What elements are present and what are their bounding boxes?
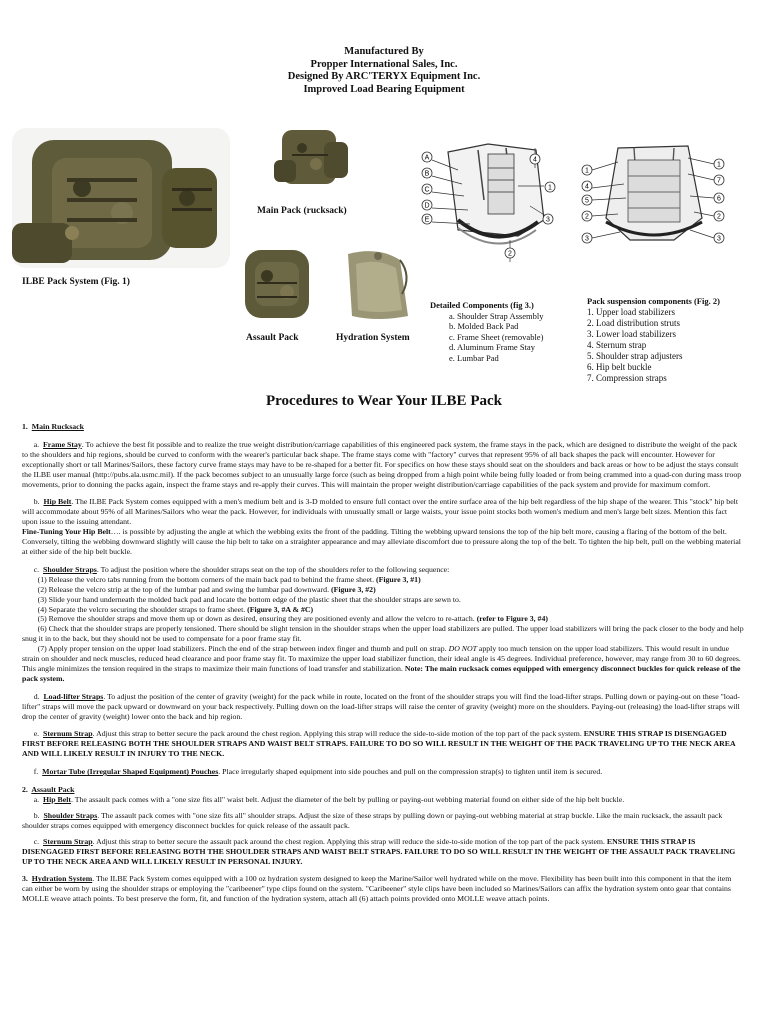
suspension-components-title: Pack suspension components (Fig. 2): [587, 296, 720, 306]
item-title: Load-lifter Straps: [43, 691, 104, 701]
header-line-3: Designed By ARC'TERYX Equipment Inc.: [287, 71, 481, 82]
fig3-diagram: [418, 140, 568, 270]
suspension-component-item: 3. Lower load stabilizers: [587, 329, 676, 339]
figure-ref: (Figure 3, #2): [330, 584, 376, 594]
item-text: . The ILBE Pack System comes equipped with a men's medium belt and is 3-D molded to ensure full contact over the entire surface area of the hip belt regardless of the hip shape of the wearer. This "stock" hip belt will accommodate about 95% of all Marines/Sailors who wear the pack. However, for individuals with unusually small or large waists, your issue point stocks both women's medium and men's large belt sizes. Mention this fact upon issue to the issuing attendant.: [22, 497, 738, 527]
assault-pack-caption: Assault Pack: [246, 333, 299, 343]
detailed-components-title: Detailed Components (fig 3.): [430, 300, 534, 310]
fig2-left-label-2: 2: [585, 213, 589, 221]
note: Note: The main rucksack comes equipped with emergency disconnect buckles for quick release of the pack system.: [22, 663, 741, 683]
item-letter: b.: [33, 497, 40, 507]
fig3-label-a: A: [424, 154, 430, 162]
step-text: (4) Separate the velcro securing the shoulder straps to frame sheet.: [37, 604, 248, 614]
item-text: …. is possible by adjusting the angle at which the webbing exits the front of the padding. Tilting the webbing upward tensions the top of the hip belt more, causing a flaring of the bottom of the belt. Conversely, tilting the webbing downward slightly will cause the hip belt to take on a straighter appearance and may alleviate discomfort due to pressure along the top of the belt. To tighten the hip belt, pull on the webbing material at either side of the hip belt buckle.: [22, 527, 741, 556]
fig3-number-1: 1: [548, 184, 552, 192]
item-letter: c.: [33, 564, 40, 574]
section-number: 3.: [22, 874, 28, 884]
fig2-right-label-2: 2: [717, 213, 721, 221]
suspension-component-item: 1. Upper load stabilizers: [587, 307, 675, 317]
item-text: . Adjust this strap to better secure the assault pack around the chest region. Applying this strap will reduce the side-to-side motion of the top part of the pack system.: [92, 836, 607, 846]
suspension-components-list: [587, 296, 720, 384]
suspension-component-item: 2. Load distribution struts: [587, 318, 680, 328]
suspension-component-item: 7. Compression straps: [587, 373, 667, 383]
paragraph-fine-tuning: [22, 527, 744, 557]
paragraph-hip-belt: [22, 497, 744, 527]
paragraph-assault-hip-belt: [22, 795, 744, 805]
main-pack-caption: Main Pack (rucksack): [257, 206, 347, 216]
fig1-caption: ILBE Pack System (Fig. 1): [22, 277, 130, 287]
detailed-component-item: c. Frame Sheet (removable): [449, 331, 544, 342]
item-text: . The assault pack comes with a "one size fits all" waist belt. Adjust the diameter of the belt by pulling or paying-out webbing material found on either side of the hip belt buckle.: [70, 795, 625, 804]
figure-ref: (refer to Figure 3, #4): [476, 614, 548, 624]
step-text: (1) Release the velcro tabs running from the bottom corners of the main back pad to behind the frame sheet.: [37, 574, 376, 584]
step-5: [22, 614, 744, 624]
emphasis: DO NOT: [448, 644, 477, 654]
item-letter: a.: [33, 439, 40, 449]
step-text: (3) Slide your hand underneath the molded back pad and locate the bottom edge of the plastic sheet that the shoulder straps are sewn to.: [37, 594, 461, 604]
item-title: Mortar Tube (Irregular Shaped Equipment) Pouches: [42, 767, 219, 777]
fig2-right-label-7: 7: [717, 177, 721, 185]
fig3-label-d: D: [424, 202, 430, 210]
step-text: (6) Check that the shoulder straps are properly tensioned. There should be slight tension in the shoulder straps when the upper load stabilizers are pulled. The upper load stabilizers will bring the pack closer to the body and help snug it in to the back, but they should not be used to compensate for a poor frame stay fit.: [22, 624, 744, 644]
fig2-left-label-1: 1: [585, 167, 589, 175]
figure-ref: (Figure 3, #1): [376, 574, 421, 584]
item-text: . Place irregularly shaped equipment into side pouches and pull on the compression strap(s) to tighten until item is secured.: [218, 767, 603, 777]
fig3-number-3: 3: [546, 216, 550, 224]
page-title: Procedures to Wear Your ILBE Pack: [266, 393, 502, 409]
step-text: (7) Apply proper tension on the upper load stabilizers. Pinch the end of the strap between index finger and thumb and pull on strap.: [37, 644, 449, 654]
item-title: Fine-Tuning Your Hip Belt: [22, 527, 111, 537]
item-letter: a.: [33, 795, 40, 804]
fig2-diagram: [578, 140, 730, 252]
item-title: Hip Belt: [43, 497, 72, 507]
fig2-left-label-4: 4: [585, 183, 589, 191]
item-letter: d.: [33, 691, 40, 701]
item-text: . The assault pack comes with "one size fits all" shoulder straps. Adjust the size of these straps by pulling down or paying-out webbing material at strap buckle. Like the main rucksack, the assault pack shoulder straps comes equipped with emergency disconnect buckles for quick release of the assault pack.: [22, 810, 723, 830]
ilbe-pack-system-photo: [12, 128, 230, 268]
item-title: Shoulder Straps: [43, 810, 98, 820]
warning: ENSURE THIS STRAP IS DISENGAGED FIRST BEFORE RELEASING BOTH THE SHOULDER STRAPS AND WAIST BELT STRAPS. FAILURE TO DO SO WILL RESULT IN THE WEIGHT OF THE ASSAULT PACK TRAVELING UP TO THE NECK AREA AND WILL LIKELY RESULT IN PERSONAL INJURY.: [22, 836, 736, 866]
step-3: [22, 595, 744, 605]
detailed-components-list: [430, 300, 543, 363]
paragraph-mortar-tube: [22, 767, 744, 777]
fig2-left-label-5: 5: [585, 197, 589, 205]
detailed-component-item: e. Lumbar Pad: [449, 352, 499, 363]
step-6: [22, 624, 744, 644]
fig2-left-label-3: 3: [585, 235, 589, 243]
paragraph-assault-shoulder-straps: [22, 811, 744, 831]
detailed-component-item: a. Shoulder Strap Assembly: [449, 310, 544, 321]
item-title: Sternum Strap: [43, 836, 93, 846]
fig2-right-label-3: 3: [717, 235, 721, 243]
fig3-label-c: C: [424, 186, 430, 194]
main-pack-photo: [272, 126, 352, 188]
item-title: Shoulder Straps: [43, 564, 97, 574]
paragraph-sternum-strap: [22, 729, 744, 759]
figure-ref: (Figure 3, #A & #C): [247, 604, 314, 614]
item-text: . Adjust this strap to better secure the pack around the chest region. Applying this strap will reduce the side-to-side motion of the top part of the pack system.: [92, 729, 584, 739]
suspension-component-item: 5. Shoulder strap adjusters: [587, 351, 683, 361]
fig3-number-4: 4: [533, 156, 537, 164]
item-title: Frame Stay: [43, 439, 82, 449]
item-letter: b.: [33, 810, 40, 820]
warning: ENSURE THIS STRAP IS DISENGAGED FIRST BEFORE RELEASING BOTH THE SHOULDER STRAPS AND WAIST BELT STRAPS. FAILURE TO DO SO WILL RESULT IN THE WEIGHT OF THE PACK TRAVELING UP TO THE NECK AREA AND WILL LIKELY RESULT IN INJURY TO THE NECK.: [22, 729, 736, 759]
instructions-body: [22, 422, 744, 904]
suspension-component-item: 4. Sternum strap: [587, 340, 647, 350]
section-heading: Assault Pack: [31, 785, 75, 795]
suspension-component-item: 6. Hip belt buckle: [587, 362, 652, 372]
item-title: Sternum Strap: [43, 729, 93, 739]
step-1: [22, 575, 744, 585]
item-text: . The ILBE Pack System comes equipped with a 100 oz hydration system designed to keep the Marine/Sailor well hydrated while on the move. Flexibility has been built into this component in that the item can either be worn by using the shoulder straps or employing the "caribeener" type clips found on the system. "Caribeener" style clips have been included so Marines/Sailors can affix the hydration system onto gear that contains MOLLE weave attach points. To best preserve the form, fit, and function of the hydration system, attach all (6) attach points provided onto MOLLE weave attach points.: [22, 874, 732, 904]
item-letter: f.: [33, 767, 39, 777]
paragraph-frame-stay: [22, 440, 744, 490]
fig3-label-e: E: [424, 216, 430, 224]
section-number: 2.: [22, 785, 28, 795]
hydration-caption: Hydration System: [336, 333, 410, 343]
section-main-rucksack: [22, 422, 744, 432]
detailed-component-item: b. Molded Back Pad: [449, 321, 519, 331]
paragraph-shoulder-straps: [22, 565, 744, 575]
paragraph-load-lifter: [22, 692, 744, 722]
item-text: . To achieve the best fit possible and to realize the true weight distribution/carriage capabilities of this engineered pack system, the frame stays in the pack, which are designed to distribute the weight of the pack to the shoulders and hip regions, should be curved to conform with the wearer's particular back shape. The frame stays come with "factory" curves that represent 95% of all back shapes the pack will encounter. However for exceptionally short or tall Marines/Sailors, these factory curve frame stays may have to be re-shaped for a better fit. For specifics on how these stays should seat on the shoulders and back areas or how to be adjust the stays consult the ILBE user manual (http://pubs.ala.usmc.mil). If the pack becomes subject to an unusually large force (such as being dropped from a high point while being fully loaded or from being crammed into a quad-con during mass troop movements, prior to donning the packs again, inspect the frame stays and re-apply their curves. This will maintain the proper weight distribution/carriage capabilities of the pack system and provide for maximum comfort.: [22, 439, 742, 489]
section-hydration-system: [22, 874, 744, 904]
fig2-right-label-1: 1: [717, 161, 721, 169]
item-title: Hip Belt: [43, 795, 71, 804]
header-line-2: Propper International Sales, Inc.: [310, 58, 458, 70]
section-heading: Main Rucksack: [31, 422, 84, 431]
step-text: apply too much tension on the upper load stabilizers. This would result in undue strain on shoulder and neck muscles, reduced head clearance and poor frame stay fit. To maximize the upper load stabilizer function, their ideal angle is 45 degrees. Individual preference, however, may range from 30 to 60 degrees. This angle minimizes the tension required in the straps to maximize their main functions of load transfer and stabilization.: [22, 644, 741, 673]
header-line-4: Improved Load Bearing Equipment: [303, 83, 465, 95]
assault-pack-photo: [237, 246, 317, 322]
step-text: (2) Release the velcro strip at the top of the lumbar pad and swing the lumbar pad downward.: [37, 584, 331, 594]
item-text: . To adjust the position where the shoulder straps seat on the top of the shoulders refer to the following sequence:: [96, 564, 450, 574]
document-header: [0, 46, 768, 96]
fig3-label-b: B: [424, 170, 430, 178]
item-letter: c.: [33, 836, 40, 846]
step-text: (5) Remove the shoulder straps and move them up or down as desired, ensuring they are positioned evenly and allow the velcro to re-attach.: [37, 614, 477, 624]
detailed-component-item: d. Aluminum Frame Stay: [449, 342, 535, 352]
section-number: 1.: [22, 422, 28, 431]
section-heading: Hydration System: [31, 874, 93, 884]
header-line-1: Manufactured By: [344, 46, 424, 57]
paragraph-assault-sternum-strap: [22, 837, 744, 867]
section-assault-pack: [22, 785, 744, 795]
fig2-right-label-6: 6: [717, 195, 721, 203]
step-7: [22, 644, 744, 684]
item-letter: e.: [33, 729, 40, 739]
fig3-number-2: 2: [508, 250, 512, 258]
hydration-system-photo: [338, 246, 418, 322]
step-2: [22, 585, 744, 595]
step-4: [22, 605, 744, 615]
item-text: . To adjust the position of the center of gravity (weight) for the pack while in route, located on the front of the shoulder straps you will find the load-lifter straps. Pulling down or paying-out on these "load-lifter" straps will move the pack upward or downward on your back respectively. Pulling down on the load-lifter straps will raise the center of gravity (weight) more on the shoulders. Paying-out (releasing) the load-lifter straps will drop the center of gravity (weight) lower onto the back and hip region.: [22, 691, 740, 721]
